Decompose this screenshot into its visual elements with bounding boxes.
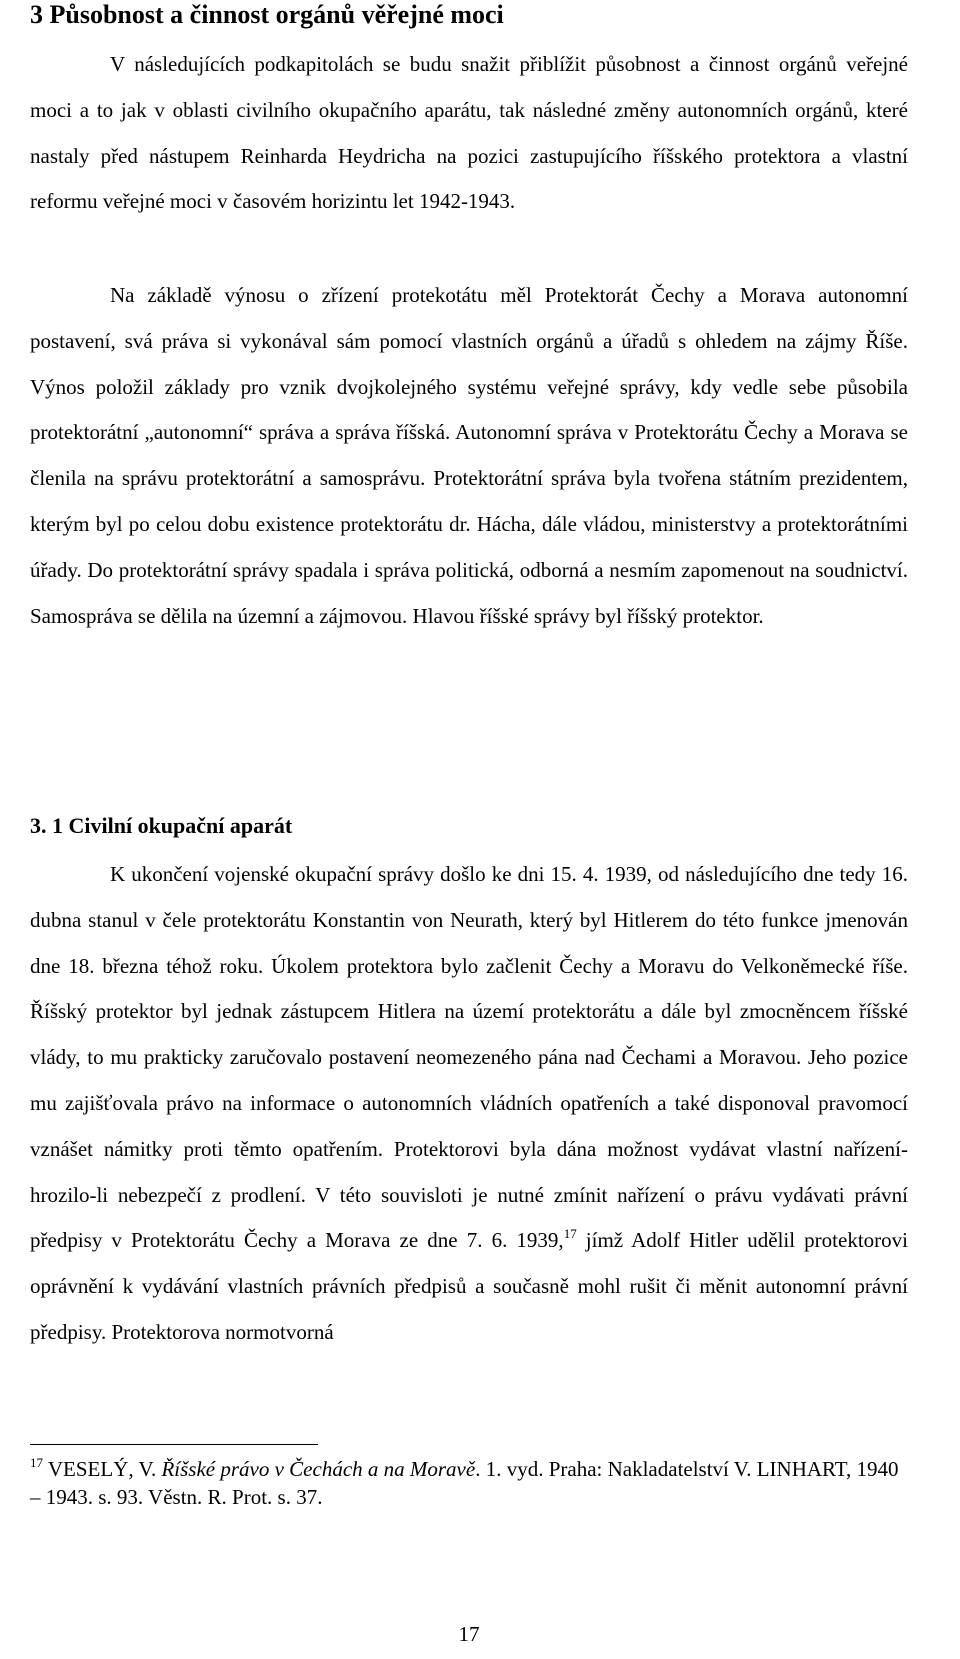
- paragraph-text-after-footnote: jímž Adolf Hitler udělil protektorovi oprávnění k vydávání vlastních právních předpisů a současně mohl rušit či měnit autonomní právní předpisy. Protektorova normotvorná: [30, 1228, 908, 1344]
- footnote-author: VESELÝ, V.: [47, 1457, 162, 1481]
- intro-paragraph: V následujících podkapitolách se budu snažit přiblížit působnost a činnost orgánů veřejné moci a to jak v oblasti civilního okupačního aparátu, tak následné změny autonomních orgánů, které nastaly před nástupem Reinharda Heydricha na pozici zastupujícího říšského protektora a vlastní reformu veřejné moci v časovém horizintu let 1942-1943.: [30, 52, 908, 214]
- paragraph-text-before-footnote: K ukončení vojenské okupační správy došlo ke dni 15. 4. 1939, od následujícího dne tedy 16. dubna stanul v čele protektorátu Konstantin von Neurath, který byl Hitlerem do této funkce jmenován dne 18. března téhož roku. Úkolem protektora bylo začlenit Čechy a Moravu do Velkoněmecké říše. Říšský protektor byl jednak zástupcem Hitlera na území protektorátu a dále byl zmocněncem říšské vlády, to mu prakticky zaručovalo postavení neomezeného pána nad Čechami a Moravou. Jeho pozice mu zajišťovala právo na informace o autonomních vládních opatřeních a také disponoval pravomocí vznášet námitky proti těmto opatřením. Protektorovi byla dána možnost vydávat vlastní nařízení- hrozilo-li nebezpečí z prodlení. V této souvisloti je nutné zmínit nařízení o právu vydávati právní předpisy v Protektorátu Čechy a Morava ze dne 7. 6. 1939,: [30, 862, 908, 1253]
- footnote-separator: [30, 1444, 318, 1445]
- chapter-title: 3 Působnost a činnost orgánů věřejné moci: [30, 0, 504, 29]
- body-paragraph-civil-apparatus: [30, 852, 908, 1356]
- body-paragraph-administration: Na základě výnosu o zřízení protekotátu měl Protektorát Čechy a Morava autonomní postavení, svá práva si vykonával sám pomocí vlastních orgánů a úřadů s ohledem na zájmy Říše. Výnos položil základy pro vznik dvojkolejného systému veřejné správy, kdy vedle sebe působila protektorátní „autonomní“ správa a správa říšská. Autonomní správa v Protektorátu Čechy a Morava se členila na správu protektorátní a samosprávu. Protektorátní správa byla tvořena státním prezidentem, kterým byl po celou dobu existence protektorátu dr. Hácha, dále vládou, ministerstvy a protektorátními úřady. Do protektorátní správy spadala i správa politická, odborná a nesmím zapomenout na soudnictví. Samospráva se dělila na územní a zájmovou. Hlavou říšské správy byl říšský protektor.: [30, 283, 908, 628]
- page-number: 17: [458, 1622, 480, 1646]
- footnote-publication: . 1. vyd. Praha: Nakladatelství V. LINHART, 1940 – 1943. s. 93. Věstn. R. Prot. s. 37.: [30, 1457, 899, 1509]
- document-page: [30, 0, 908, 1659]
- footnote-work-title: Říšské právo v Čechách a na Moravě: [161, 1457, 476, 1481]
- footnote: [30, 1455, 908, 1511]
- footnote-number: 17: [30, 1455, 43, 1470]
- footnote-reference[interactable]: 17: [563, 1226, 577, 1242]
- section-title: 3. 1 Civilní okupační aparát: [30, 813, 293, 838]
